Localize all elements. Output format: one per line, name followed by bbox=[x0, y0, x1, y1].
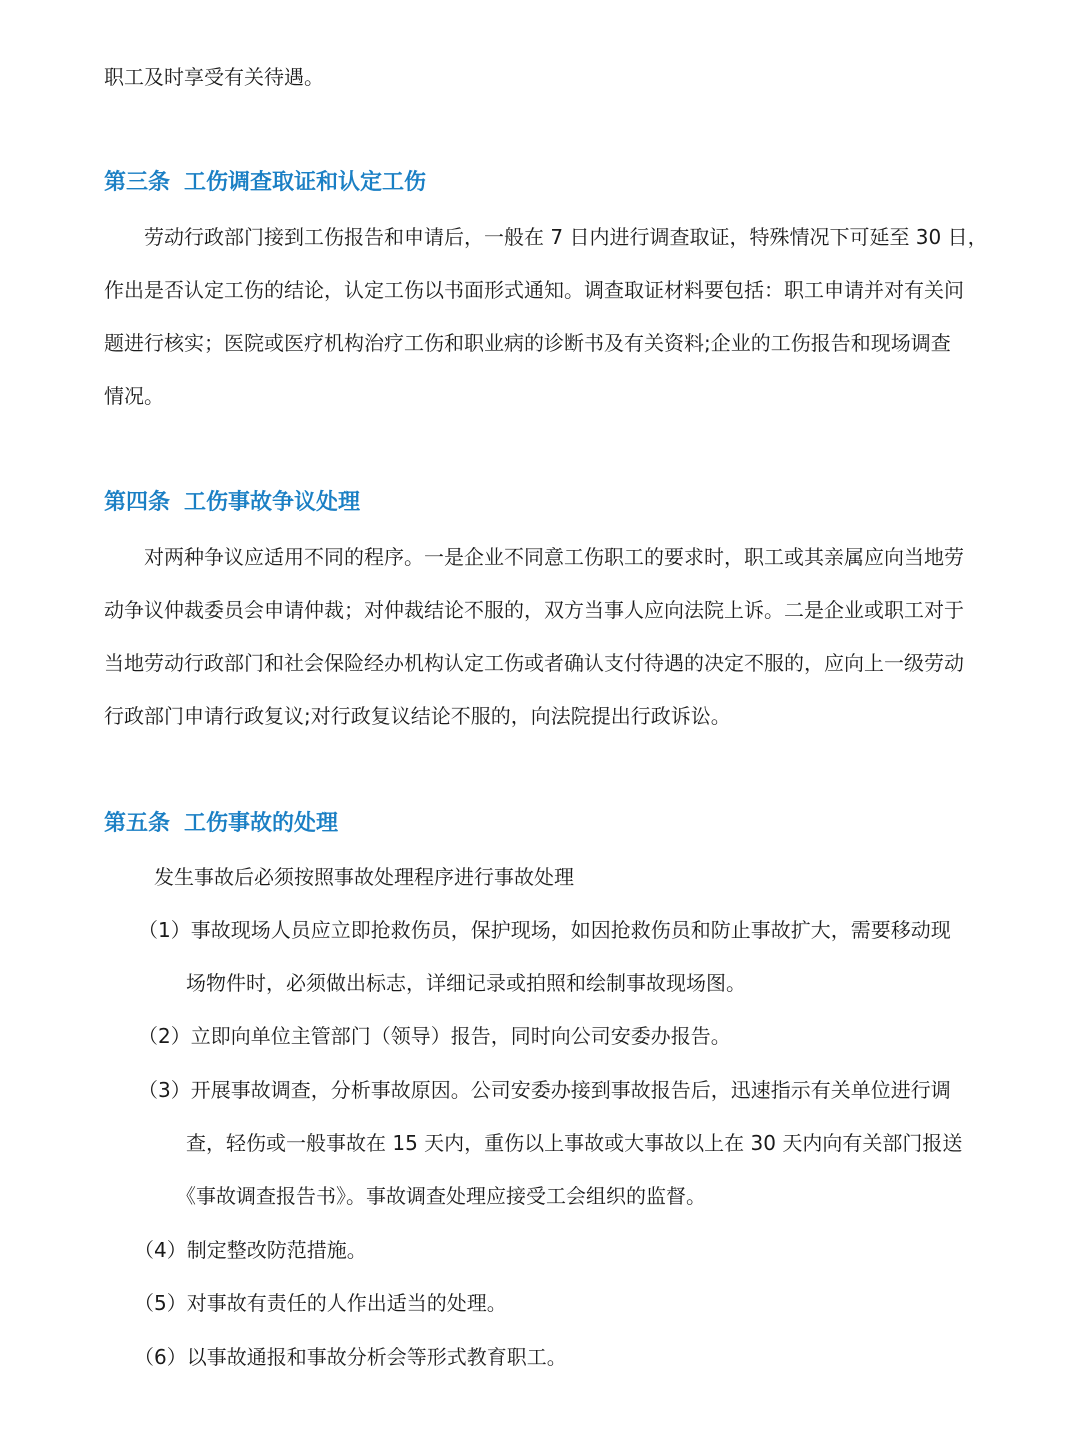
article-4-heading bbox=[104, 488, 360, 518]
list-item-6: （6）以事故通报和事故分析会等形式教育职工。 bbox=[134, 1345, 567, 1369]
article-5-title: 工伤事故的处理 bbox=[184, 811, 339, 836]
article-5-number: 第五条 bbox=[104, 811, 171, 836]
list-item-4: （4）制定整改防范措施。 bbox=[134, 1238, 367, 1262]
article-3-line: 作出是否认定工伤的结论，认定工伤以书面形式通知。调查取证材料要包括：职工申请并对有关问 bbox=[104, 278, 964, 302]
intro-line: 职工及时享受有关待遇。 bbox=[104, 65, 324, 89]
article-3-heading bbox=[104, 168, 426, 198]
list-item-5: （5）对事故有责任的人作出适当的处理。 bbox=[134, 1291, 507, 1315]
list-item-3-line1: （3）开展事故调查，分析事故原因。公司安委办接到事故报告后，迅速指示有关单位进行调 bbox=[138, 1078, 951, 1102]
article-5-intro: 发生事故后必须按照事故处理程序进行事故处理 bbox=[154, 865, 574, 889]
article-3-number: 第三条 bbox=[104, 170, 171, 195]
article-4-number: 第四条 bbox=[104, 490, 171, 515]
article-4-line: 当地劳动行政部门和社会保险经办机构认定工伤或者确认支付待遇的决定不服的，应向上一级劳动 bbox=[104, 651, 964, 675]
article-4-line: 对两种争议应适用不同的程序。一是企业不同意工伤职工的要求时，职工或其亲属应向当地劳 bbox=[144, 545, 964, 569]
article-5-heading bbox=[104, 809, 338, 839]
list-item-3-line3: 《事故调查报告书》。事故调查处理应接受工会组织的监督。 bbox=[176, 1184, 706, 1208]
list-item-2: （2）立即向单位主管部门（领导）报告，同时向公司安委办报告。 bbox=[138, 1024, 731, 1048]
article-4-title: 工伤事故争议处理 bbox=[184, 490, 361, 515]
list-item-1-line1: （1）事故现场人员应立即抢救伤员，保护现场，如因抢救伤员和防止事故扩大，需要移动现 bbox=[138, 918, 951, 942]
article-3-line: 情况。 bbox=[104, 384, 164, 408]
list-item-3-line2: 查，轻伤或一般事故在 15 天内，重伤以上事故或大事故以上在 30 天内向有关部门报送 bbox=[186, 1131, 963, 1155]
article-4-line: 行政部门申请行政复议;对行政复议结论不服的，向法院提出行政诉讼。 bbox=[104, 704, 731, 728]
list-item-1-line2: 场物件时，必须做出标志，详细记录或拍照和绘制事故现场图。 bbox=[186, 971, 746, 995]
article-3-line: 题进行核实；医院或医疗机构治疗工伤和职业病的诊断书及有关资料;企业的工伤报告和现场调查 bbox=[104, 331, 951, 355]
article-3-title: 工伤调查取证和认定工伤 bbox=[184, 170, 427, 195]
article-3-line: 劳动行政部门接到工伤报告和申请后，一般在 7 日内进行调查取证，特殊情况下可延至 30 日， bbox=[144, 225, 988, 249]
article-4-line: 动争议仲裁委员会申请仲裁；对仲裁结论不服的，双方当事人应向法院上诉。二是企业或职工对于 bbox=[104, 598, 964, 622]
